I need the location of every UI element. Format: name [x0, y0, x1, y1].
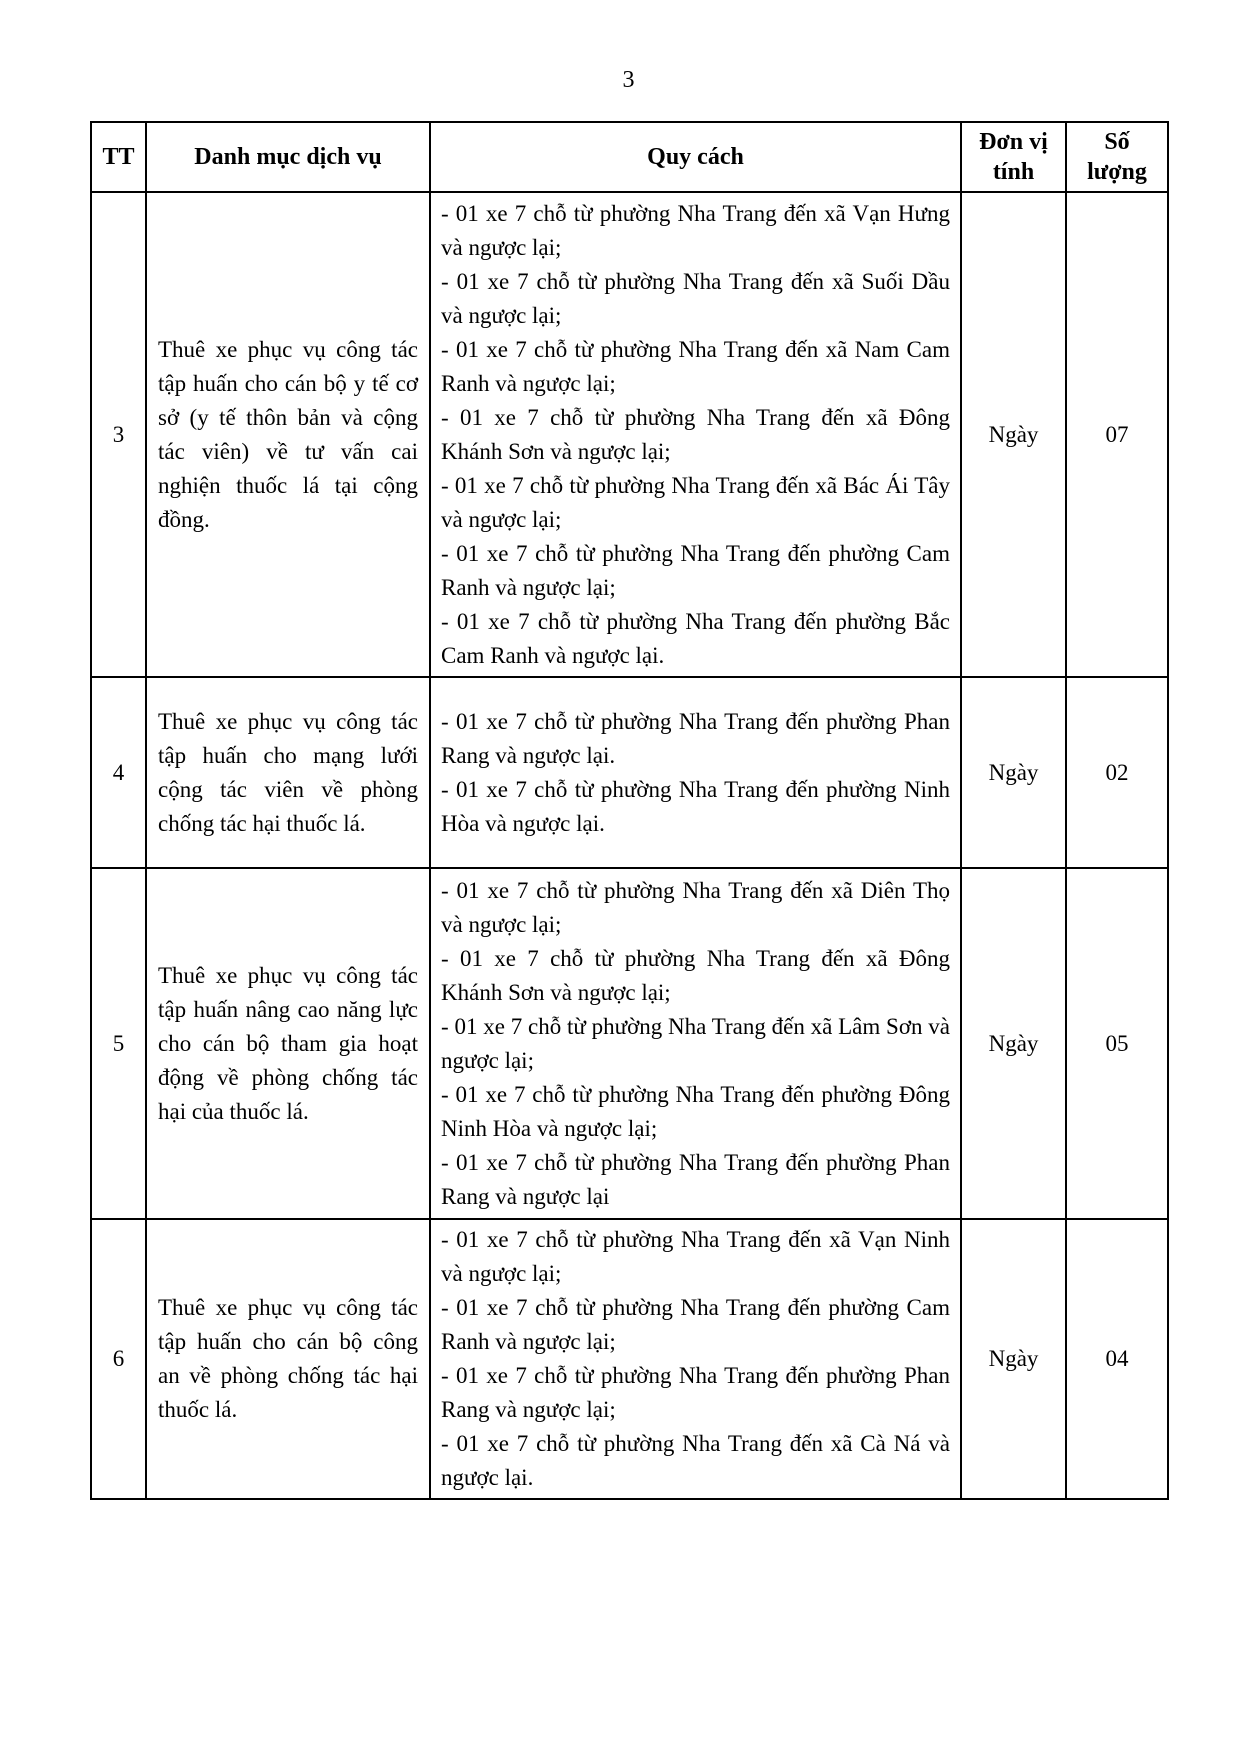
service-description: Thuê xe phục vụ công tác tập huấn cho cán bộ công an về phòng chống tác hại thuốc lá. [146, 1219, 430, 1499]
row-index: 3 [91, 192, 146, 677]
spec-line: - 01 xe 7 chỗ từ phường Nha Trang đến xã Đông Khánh Sơn và ngược lại; [441, 404, 950, 464]
spec-line: - 01 xe 7 chỗ từ phường Nha Trang đến phường Bắc Cam Ranh và ngược lại. [441, 608, 950, 668]
spec-line: - 01 xe 7 chỗ từ phường Nha Trang đến phường Cam Ranh và ngược lại; [441, 1295, 950, 1354]
unit-value: Ngày [961, 868, 1066, 1219]
row-index: 5 [91, 868, 146, 1219]
service-description: Thuê xe phục vụ công tác tập huấn nâng cao năng lực cho cán bộ tham gia hoạt động về phòng chống tác hại của thuốc lá. [146, 868, 430, 1219]
spec-list [430, 677, 961, 868]
spec-line: - 01 xe 7 chỗ từ phường Nha Trang đến xã Lâm Sơn và ngược lại; [441, 1013, 950, 1073]
spec-list [430, 1219, 961, 1499]
unit-value: Ngày [961, 1219, 1066, 1499]
service-description: Thuê xe phục vụ công tác tập huấn cho cán bộ y tế cơ sở (y tế thôn bản và cộng tác viên) về tư vấn cai nghiện thuốc lá tại cộng đồng. [146, 192, 430, 677]
spec-line: - 01 xe 7 chỗ từ phường Nha Trang đến xã Nam Cam Ranh và ngược lại; [441, 336, 950, 396]
col-header-tt: TT [91, 122, 146, 192]
table-row [91, 192, 1168, 677]
table-row [91, 677, 1168, 868]
spec-line: - 01 xe 7 chỗ từ phường Nha Trang đến phường Ninh Hòa và ngược lại. [441, 776, 950, 836]
row-index: 6 [91, 1219, 146, 1499]
table-header-row [91, 122, 1168, 192]
page-number: 3 [622, 67, 635, 93]
spec-line: - 01 xe 7 chỗ từ phường Nha Trang đến xã Vạn Ninh và ngược lại; [441, 1227, 950, 1286]
spec-list [430, 192, 961, 677]
spec-line: - 01 xe 7 chỗ từ phường Nha Trang đến phường Phan Rang và ngược lại; [441, 1363, 950, 1422]
unit-value: Ngày [961, 192, 1066, 677]
spec-list [430, 868, 961, 1219]
spec-line: - 01 xe 7 chỗ từ phường Nha Trang đến phường Đông Ninh Hòa và ngược lại; [441, 1081, 950, 1141]
service-description: Thuê xe phục vụ công tác tập huấn cho mạng lưới cộng tác viên về phòng chống tác hại thuốc lá. [146, 677, 430, 868]
col-header-spec: Quy cách [430, 122, 961, 192]
spec-line: - 01 xe 7 chỗ từ phường Nha Trang đến xã Vạn Hưng và ngược lại; [441, 200, 950, 260]
quantity-value: 05 [1066, 868, 1168, 1219]
spec-line: - 01 xe 7 chỗ từ phường Nha Trang đến xã Suối Dầu và ngược lại; [441, 268, 950, 328]
spec-line: - 01 xe 7 chỗ từ phường Nha Trang đến xã Bác Ái Tây và ngược lại; [441, 472, 950, 532]
table-row [91, 868, 1168, 1219]
row-index: 4 [91, 677, 146, 868]
quantity-value: 07 [1066, 192, 1168, 677]
table-row [91, 1219, 1168, 1499]
quantity-value: 02 [1066, 677, 1168, 868]
spec-line: - 01 xe 7 chỗ từ phường Nha Trang đến phường Phan Rang và ngược lại. [441, 708, 950, 768]
spec-line: - 01 xe 7 chỗ từ phường Nha Trang đến phường Cam Ranh và ngược lại; [441, 540, 950, 600]
col-header-qty: Số lượng [1066, 122, 1168, 192]
services-table [90, 121, 1169, 1500]
spec-line: - 01 xe 7 chỗ từ phường Nha Trang đến xã Đông Khánh Sơn và ngược lại; [441, 945, 950, 1005]
col-header-service: Danh mục dịch vụ [146, 122, 430, 192]
col-header-unit: Đơn vị tính [961, 122, 1066, 192]
spec-line: - 01 xe 7 chỗ từ phường Nha Trang đến xã Cà Ná và ngược lại. [441, 1431, 950, 1490]
quantity-value: 04 [1066, 1219, 1168, 1499]
spec-line: - 01 xe 7 chỗ từ phường Nha Trang đến xã Diên Thọ và ngược lại; [441, 877, 950, 937]
page-content [90, 66, 1167, 1500]
unit-value: Ngày [961, 677, 1066, 868]
spec-line: - 01 xe 7 chỗ từ phường Nha Trang đến phường Phan Rang và ngược lại [441, 1149, 950, 1209]
